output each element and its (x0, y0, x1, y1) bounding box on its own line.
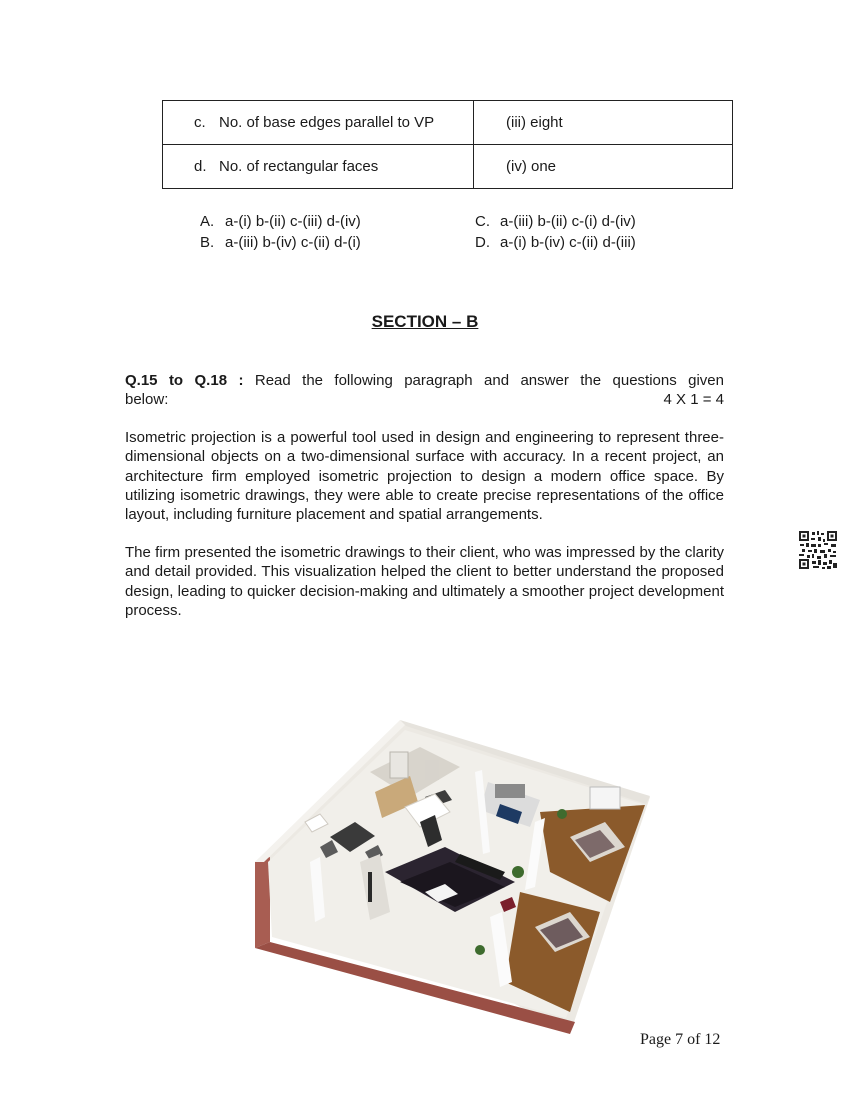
question-range: Q.15 to Q.18 : (125, 372, 244, 389)
option-letter: D. (475, 234, 490, 251)
question-instruction-end: below: (125, 391, 169, 408)
question-line-1 (125, 371, 724, 390)
option-d (475, 232, 636, 253)
table-row (163, 145, 733, 189)
question-marks: 4 X 1 = 4 (663, 391, 724, 408)
table-cell-right: (iii) eight (474, 101, 733, 145)
table-cell-left (163, 101, 474, 145)
paragraph-2: The firm presented the isometric drawings to their client, who was impressed by the clarity and detail provided. This visualization helped the client to better understand the proposed design, leading to quicker decision-making and ultimately a smoother project development process. (125, 544, 724, 619)
question-instruction: Read the following paragraph and answer the questions given (254, 372, 724, 389)
row-text: No. of rectangular faces (219, 158, 379, 175)
row-letter: c. (194, 114, 206, 131)
row-text: No. of base edges parallel to VP (219, 114, 435, 131)
matching-table (162, 100, 733, 189)
isometric-floor-plan-image (250, 712, 660, 1037)
table-cell-right: (iv) one (474, 145, 733, 189)
option-letter: A. (200, 213, 215, 230)
table-row (163, 101, 733, 145)
options-left-column (200, 211, 361, 253)
option-text: a-(iii) b-(iv) c-(ii) d-(i) (225, 234, 361, 251)
option-text: a-(i) b-(ii) c-(iii) d-(iv) (225, 213, 361, 230)
section-heading: SECTION – B (371, 312, 479, 331)
qr-code-image (798, 530, 838, 570)
option-letter: C. (475, 213, 490, 230)
option-letter: B. (200, 234, 215, 251)
option-a (200, 211, 361, 232)
option-text: a-(i) b-(iv) c-(ii) d-(iii) (500, 234, 636, 251)
option-c (475, 211, 636, 232)
question-header (125, 371, 724, 409)
paragraph-1: Isometric projection is a powerful tool used in design and engineering to represent three-dimensional objects on a two-dimensional surface with accuracy. In a recent project, an architecture firm employed isometric projection to design a modern office space. By utilizing isometric drawings, they were able to create precise representations of the office layout, including furniture placement and spatial arrangements. (125, 429, 724, 524)
question-line-2 (125, 390, 724, 409)
row-letter: d. (194, 158, 207, 175)
options-right-column (475, 211, 636, 253)
table-cell-left (163, 145, 474, 189)
option-b (200, 232, 361, 253)
page-number: Page 7 of 12 (640, 1031, 721, 1048)
option-text: a-(iii) b-(ii) c-(i) d-(iv) (500, 213, 636, 230)
